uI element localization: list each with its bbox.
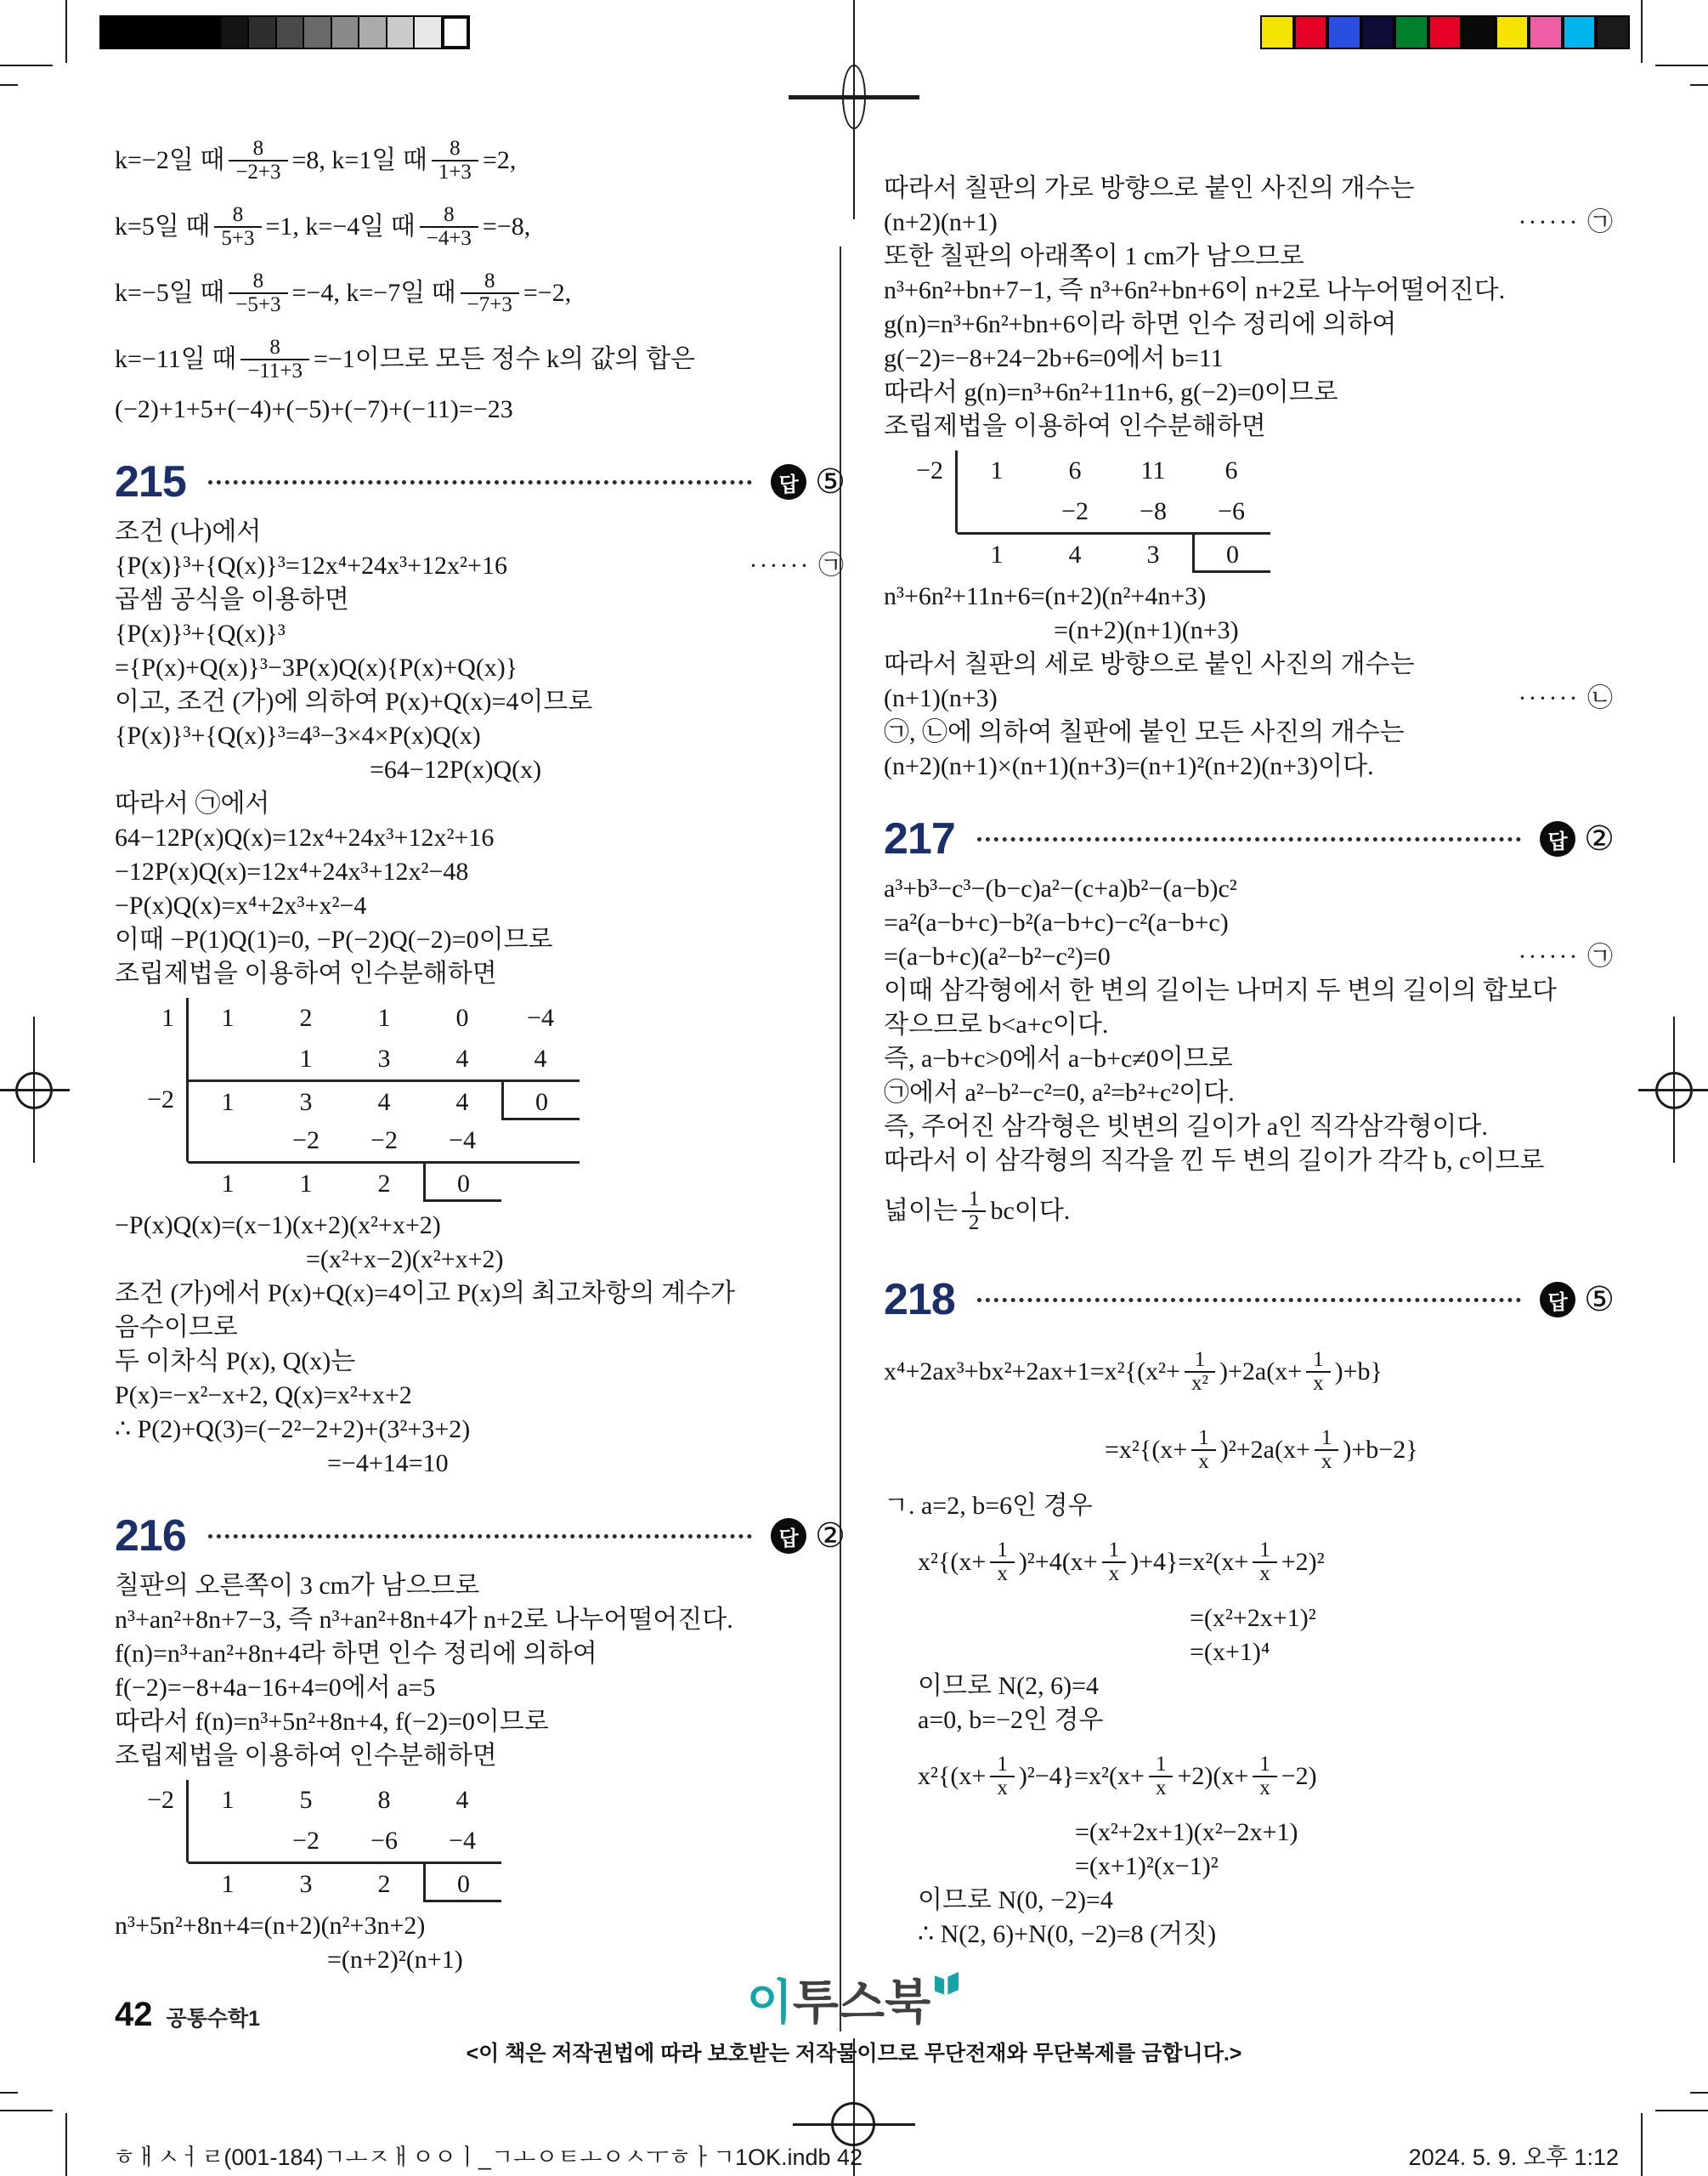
math-line: 넓이는 $\frac{1}{2}$ bc이다. <box>884 1187 1071 1234</box>
problem-217 <box>884 814 1615 1244</box>
math-line: k=−5일 때 $\frac{8}{-5+3}$ =−4, k=−7일 때 $\frac{8}{-7+3}$ =−2, <box>115 269 572 316</box>
problem-number: 216 <box>115 1511 186 1561</box>
crop-mark <box>0 65 53 66</box>
remainder-cell: 0 <box>501 1082 580 1120</box>
math-line: {P(x)}³+{Q(x)}³ <box>115 620 286 648</box>
answer-badge-label: 답 <box>1547 830 1568 853</box>
reference-marker: ······ ㉠ <box>1518 943 1615 971</box>
math-line: (n+1)(n+3) ······ ㉡ <box>884 682 1615 716</box>
math-line: −P(x)Q(x)=(x−1)(x+2)(x²+x+2) <box>115 1211 441 1239</box>
math-line: =(n+2)²(n+1) <box>327 1946 463 1974</box>
math-line: =(a−b+c)(a²−b²−c²)=0 ······ ㉠ <box>884 940 1615 974</box>
math-line: a=0, b=−2인 경우 <box>918 1706 1104 1734</box>
answer-badge <box>771 1518 806 1554</box>
math-line: k=5일 때 $\frac{8}{5+3}$ =1, k=−4일 때 $\frac{8}{-4+3}$ =−8, <box>115 203 531 250</box>
book-icon <box>932 1972 961 1996</box>
answer-badge <box>771 464 806 500</box>
math-line: {P(x)}³+{Q(x)}³=12x⁴+24x³+12x²+16 ······ ㉠ <box>115 549 846 583</box>
math-line: n³+6n²+11n+6=(n+2)(n²+4n+3) <box>884 582 1207 610</box>
print-file-label: ㅎㅐㅅㅓㄹ(001-184)ㄱㅗㅈㅐㅇㅇㅣ_ㄱㅗㅇㅌㅗㅇㅅㅜㅎㅏㄱ1OK.indb 42 <box>113 2145 863 2170</box>
table-row: −2 −8 −6 <box>889 491 1615 532</box>
math-line: 두 이차식 P(x), Q(x)는 <box>115 1347 356 1375</box>
math-line: =64−12P(x)Q(x) <box>370 756 542 784</box>
math-line: g(−2)=−8+24−2b+6=0에서 b=11 <box>884 344 1224 372</box>
math-line: ㄱ. a=2, b=6인 경우 <box>884 1492 1093 1520</box>
problem-217-header <box>884 814 1615 864</box>
remainder-cell: 0 <box>423 1164 501 1202</box>
problem-218 <box>884 1275 1615 1952</box>
left-column <box>115 128 846 1977</box>
math-line: =−4+14=10 <box>327 1449 449 1477</box>
math-line: =a²(a−b+c)−b²(a−b+c)−c²(a−b+c) <box>884 909 1229 937</box>
math-line: 즉, a−b+c>0에서 a−b+c≠0이므로 <box>884 1045 1233 1073</box>
crop-mark <box>1690 84 1708 86</box>
math-line: 이므로 N(0, −2)=4 <box>918 1886 1113 1914</box>
math-line: 64−12P(x)Q(x)=12x⁴+24x³+12x²+16 <box>115 824 495 852</box>
answer-badge <box>1540 1282 1575 1318</box>
answer-badge-label: 답 <box>778 473 799 496</box>
math-line: P(x)=−x²−x+2, Q(x)=x²+x+2 <box>115 1381 412 1409</box>
problem-216-header <box>115 1511 846 1561</box>
math-line: k=−11일 때 $\frac{8}{-11+3}$ =−1이므로 모든 정수 k의 값의 합은 <box>115 336 696 382</box>
math-line: 음수이므로 <box>115 1313 238 1341</box>
synthetic-division-table-216b <box>889 450 1615 573</box>
remainder-cell: 0 <box>423 1864 501 1902</box>
math-line: f(−2)=−8+4a−16+4=0에서 a=5 <box>115 1674 436 1702</box>
math-line: =(x+1)²(x−1)² <box>1075 1852 1219 1880</box>
problem-216 <box>115 1511 846 1977</box>
answer-badge <box>1540 821 1575 857</box>
math-line: 이므로 N(2, 6)=4 <box>918 1672 1100 1700</box>
dotted-leader <box>977 1298 1521 1302</box>
crop-mark <box>1690 2092 1708 2094</box>
math-line: ∴ N(2, 6)+N(0, −2)=8 (거짓) <box>918 1920 1217 1948</box>
answer-badge-label: 답 <box>778 1527 799 1550</box>
dotted-leader <box>977 837 1521 842</box>
math-line: =(x²+2x+1)² <box>1190 1604 1316 1632</box>
table-row: −2 1 5 8 4 <box>120 1780 846 1821</box>
page-number: 42 <box>115 1996 153 2033</box>
crop-mark <box>65 0 67 63</box>
math-line: 조립제법을 이용하여 인수분해하면 <box>115 1742 497 1770</box>
etoosbook-logo <box>746 1975 961 2029</box>
math-line: 이때 삼각형에서 한 변의 길이는 나머지 두 변의 길이의 합보다 <box>884 977 1557 1005</box>
math-line: 또한 칠판의 아래쪽이 1 cm가 남으므로 <box>884 242 1304 270</box>
table-row: 1 1 2 0 <box>120 1161 846 1202</box>
math-line: =(x²+2x+1)(x²−2x+1) <box>1075 1818 1298 1846</box>
logo-text-first: 이 <box>746 1975 793 2029</box>
math-line: 이고, 조건 (가)에 의하여 P(x)+Q(x)=4이므로 <box>115 688 593 716</box>
math-line: =(n+2)(n+1)(n+3) <box>1054 616 1239 644</box>
problem-215 <box>115 457 846 1481</box>
math-line: a³+b³−c³−(b−c)a²−(c+a)b²−(a−b)c² <box>884 875 1237 903</box>
crop-mark <box>0 2110 53 2111</box>
answer-badge-label: 답 <box>1547 1290 1568 1314</box>
answer-number: ⑤ <box>815 462 846 501</box>
table-row: −2 −6 −4 <box>120 1821 846 1862</box>
table-row: 1 4 3 0 <box>889 532 1615 573</box>
math-line: 따라서 ㉠에서 <box>115 790 270 818</box>
publisher-logo-block <box>0 1975 1708 2029</box>
answer-number: ② <box>1584 819 1615 858</box>
crop-mark <box>1655 65 1708 66</box>
problem-215-header <box>115 457 846 507</box>
crop-mark <box>1655 2110 1708 2111</box>
math-line: =(x+1)⁴ <box>1190 1638 1270 1666</box>
math-line: 즉, 주어진 삼각형은 빗변의 길이가 a인 직각삼각형이다. <box>884 1113 1488 1141</box>
table-row: 1 3 2 0 <box>120 1862 846 1902</box>
synthetic-division-table-216 <box>120 1780 846 1902</box>
math-line: −P(x)Q(x)=x⁴+2x³+x²−4 <box>115 892 367 920</box>
math-line: (n+2)(n+1) ······ ㉠ <box>884 206 1615 240</box>
table-row: −2 1 3 4 4 0 <box>120 1080 846 1120</box>
registration-mark-top-ellipse <box>842 65 866 129</box>
table-row: −2 −2 −4 <box>120 1120 846 1161</box>
crop-mark <box>1641 2113 1643 2176</box>
math-line: 조립제법을 이용하여 인수분해하면 <box>884 412 1266 440</box>
math-line: ㉠, ㉡에 의하여 칠판에 붙인 모든 사진의 개수는 <box>884 718 1405 746</box>
color-calibration-bar <box>1260 15 1630 49</box>
math-line: 곱셈 공식을 이용하면 <box>115 586 349 614</box>
math-line: g(n)=n³+6n²+bn+6이라 하면 인수 정리에 의하여 <box>884 310 1397 338</box>
reference-marker: ······ ㉠ <box>749 552 846 580</box>
math-line: x²{(x+ $\frac{1}{x}$ )²+4(x+ $\frac{1}{x}$ )+4}=x²(x+ $\frac{1}{x}$ +2)² <box>918 1538 1325 1585</box>
math-line: x⁴+2ax³+bx²+2ax+1=x²{(x²+ $\frac{1}{\text{x²}}$ )+2a(x+ $\frac{1}{x}$ )+b} <box>884 1348 1383 1395</box>
right-column <box>884 128 1615 1952</box>
reference-marker: ······ ㉡ <box>1518 684 1615 712</box>
remainder-cell: 0 <box>1192 535 1270 573</box>
math-line: ㉠에서 a²−b²−c²=0, a²=b²+c²이다. <box>884 1079 1235 1107</box>
math-line: k=−2일 때 $\frac{8}{-2+3}$ =8, k=1일 때 $\frac{8}{1+3}$ =2, <box>115 137 517 184</box>
math-line: n³+an²+8n+7−3, 즉 n³+an²+8n+4가 n+2로 나누어떨어진다. <box>115 1606 733 1634</box>
book-title: 공통수학1 <box>166 2007 261 2031</box>
problem-number: 217 <box>884 814 955 864</box>
synthetic-division-table-215 <box>120 998 846 1202</box>
math-line: (n+2)(n+1)×(n+1)(n+3)=(n+1)²(n+2)(n+3)이다. <box>884 752 1374 780</box>
answer-number: ⑤ <box>1584 1280 1615 1318</box>
math-line: {P(x)}³+{Q(x)}³=4³−3×4×P(x)Q(x) <box>115 722 481 750</box>
math-line: 이때 −P(1)Q(1)=0, −P(−2)Q(−2)=0이므로 <box>115 926 553 954</box>
registration-mark-left-circle <box>15 1072 53 1109</box>
crop-mark <box>0 84 18 86</box>
math-line: n³+5n²+8n+4=(n+2)(n²+3n+2) <box>115 1912 426 1940</box>
math-line: 따라서 이 삼각형의 직각을 낀 두 변의 길이가 각각 b, c이므로 <box>884 1147 1545 1175</box>
math-line: 작으므로 b<a+c이다. <box>884 1011 1109 1039</box>
math-line: =x²{(x+ $\frac{1}{x}$ )²+2a(x+ $\frac{1}{x}$ )+b−2} <box>1105 1426 1418 1473</box>
solution-216-continued <box>884 172 1615 784</box>
math-line: 조립제법을 이용하여 인수분해하면 <box>115 960 497 988</box>
math-line: 따라서 칠판의 가로 방향으로 붙인 사진의 개수는 <box>884 174 1415 202</box>
crop-mark <box>1641 0 1643 63</box>
registration-mark-right-circle <box>1655 1072 1693 1109</box>
print-date-label: 2024. 5. 9. 오후 1:12 <box>1408 2145 1619 2170</box>
logo-text-rest: 투스북 <box>792 1975 931 2029</box>
math-line: −12P(x)Q(x)=12x⁴+24x³+12x²−48 <box>115 858 469 886</box>
math-line: ∴ P(2)+Q(3)=(−2²−2+2)+(3²+3+2) <box>115 1415 471 1443</box>
dotted-leader <box>208 480 752 484</box>
table-row: 1 1 2 1 0 −4 <box>120 998 846 1039</box>
math-line: 따라서 칠판의 세로 방향으로 붙인 사진의 개수는 <box>884 650 1415 678</box>
math-line: 조건 (나)에서 <box>115 518 262 546</box>
answer-number: ② <box>815 1516 846 1555</box>
math-line: ={P(x)+Q(x)}³−3P(x)Q(x){P(x)+Q(x)} <box>115 654 518 682</box>
math-line: =(x²+x−2)(x²+x+2) <box>306 1245 504 1273</box>
problem-218-header <box>884 1275 1615 1324</box>
copyright-notice: <이 책은 저작권법에 따라 보호받는 저작물이므로 무단전재와 무단복제를 금합니다.> <box>466 2042 1242 2066</box>
math-line: (−2)+1+5+(−4)+(−5)+(−7)+(−11)=−23 <box>115 395 513 423</box>
dotted-leader <box>208 1534 752 1538</box>
math-line: 조건 (가)에서 P(x)+Q(x)=4이고 P(x)의 최고차항의 계수가 <box>115 1279 735 1307</box>
math-line: x²{(x+ $\frac{1}{x}$ )²−4}=x²(x+ $\frac{1}{x}$ +2)(x+ $\frac{1}{x}$ −2) <box>918 1753 1317 1799</box>
crop-mark <box>65 2113 67 2176</box>
math-line: 따라서 f(n)=n³+5n²+8n+4, f(−2)=0이므로 <box>115 1708 549 1736</box>
grayscale-calibration-bar <box>99 15 470 49</box>
math-line: n³+6n²+bn+7−1, 즉 n³+6n²+bn+6이 n+2로 나누어떨어진다. <box>884 276 1506 304</box>
crop-mark <box>0 2092 18 2094</box>
reference-marker: ······ ㉠ <box>1518 208 1615 236</box>
math-line: f(n)=n³+an²+8n+4라 하면 인수 정리에 의하여 <box>115 1640 597 1668</box>
math-line: 따라서 g(n)=n³+6n²+11n+6, g(−2)=0이므로 <box>884 378 1338 406</box>
problem-number: 218 <box>884 1275 955 1324</box>
table-row: −2 1 6 11 6 <box>889 450 1615 491</box>
table-row: 1 3 4 4 <box>120 1039 846 1080</box>
math-line: 칠판의 오른쪽이 3 cm가 남으므로 <box>115 1572 480 1600</box>
solution-continued-block <box>115 128 846 427</box>
problem-number: 215 <box>115 457 186 507</box>
